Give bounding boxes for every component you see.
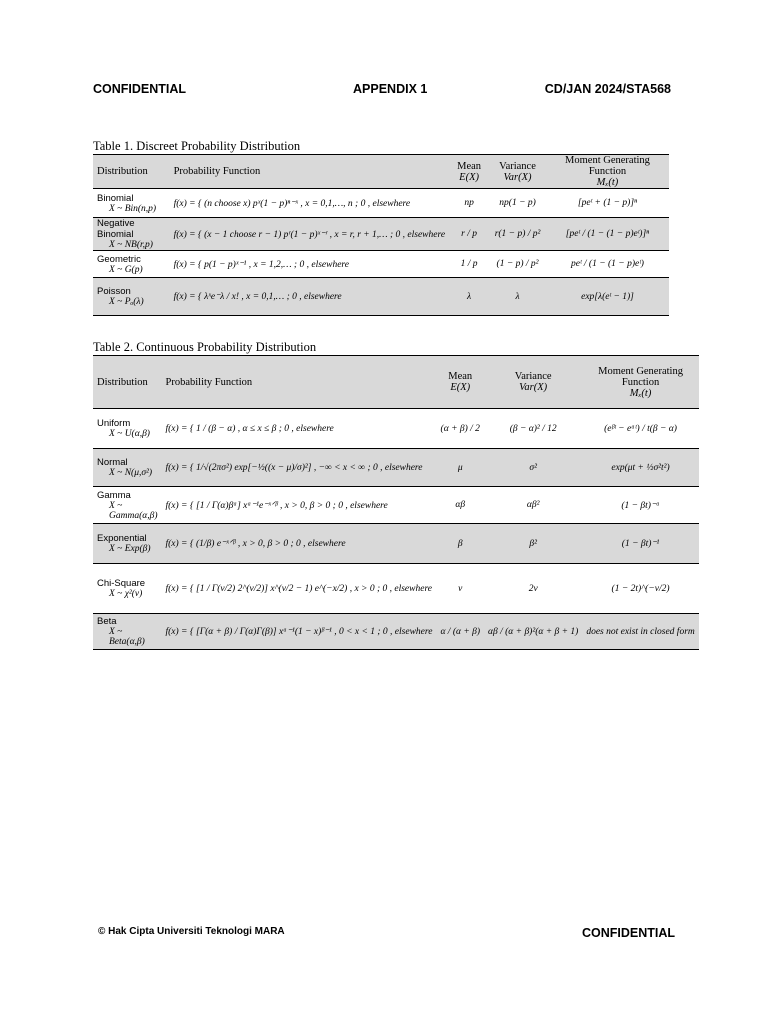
probability-function: f(x) = { 1/√(2πσ²) exp[−½((x − μ)/σ)²] , −∞ < x < ∞ ; 0 , elsewhere xyxy=(165,462,423,473)
mgf-value: (1 − 2t)^(−v/2) xyxy=(611,583,670,594)
distribution-cell xyxy=(93,218,170,251)
col-distribution: Distribution xyxy=(93,356,162,409)
distribution-row xyxy=(93,564,699,614)
mean-value: β xyxy=(457,538,463,549)
table1-header-row xyxy=(93,155,669,189)
col-mgf xyxy=(546,155,669,189)
distribution-name: Poisson xyxy=(97,286,131,297)
distribution-symbol: X ~ Bin(n,p) xyxy=(109,203,157,214)
col-mean-label: Mean xyxy=(457,160,482,172)
distribution-cell xyxy=(93,278,170,316)
mean-value: λ xyxy=(467,291,472,302)
col-variance-symbol: Var(X) xyxy=(519,382,548,393)
table2-caption: Table 2. Continuous Probability Distribution xyxy=(93,340,317,354)
probability-function: f(x) = { [1 / Γ(v/2) 2^(v/2)] x^(v/2 − 1) e^(−x/2) , x > 0 ; 0 , elsewhere xyxy=(165,583,433,594)
mgf-value: exp(μt + ½σ²t²) xyxy=(611,462,670,473)
footer-confidential: CONFIDENTIAL xyxy=(581,926,675,940)
distribution-name: Uniform xyxy=(97,418,131,429)
distribution-row xyxy=(93,614,699,650)
col-variance-symbol: Var(X) xyxy=(503,171,532,183)
col-mean xyxy=(449,155,489,189)
mean-value: μ xyxy=(457,462,463,473)
distribution-cell xyxy=(93,409,162,449)
probability-function: f(x) = { p(1 − p)ˣ⁻¹ , x = 1,2,… ; 0 , elsewhere xyxy=(173,259,349,270)
mgf-value: does not exist in closed form xyxy=(586,626,695,637)
distribution-name: Chi-Square xyxy=(97,578,146,589)
distribution-symbol: X ~ NB(r,p) xyxy=(109,240,153,250)
variance-value: (1 − p) / p² xyxy=(496,259,539,269)
variance-value: r(1 − p) / p² xyxy=(494,229,541,239)
distribution-symbol: X ~ N(μ,σ²) xyxy=(109,468,153,478)
col-mean-label: Mean xyxy=(448,371,473,382)
distribution-name: Negative Binomial xyxy=(97,218,135,240)
distribution-symbol: X ~ Pₒ(λ) xyxy=(109,297,144,307)
variance-value: β² xyxy=(529,538,537,549)
footer-copyright: © Hak Cipta Universiti Teknologi MARA xyxy=(98,926,285,937)
probability-function: f(x) = { (1/β) e⁻ˣᐟᵝ , x > 0, β > 0 ; 0 , elsewhere xyxy=(165,539,346,549)
table2-header-row xyxy=(93,356,699,409)
col-mean-symbol: E(X) xyxy=(459,171,479,183)
col-mgf xyxy=(582,356,698,409)
col-mgf-label: Moment Generating Function xyxy=(598,365,683,388)
distribution-name: Beta xyxy=(97,616,117,627)
probability-function: f(x) = { 1 / (β − α) , α ≤ x ≤ β ; 0 , elsewhere xyxy=(165,423,334,434)
distribution-row xyxy=(93,524,699,564)
distribution-symbol: X ~ U(α,β) xyxy=(109,429,150,439)
probability-function: f(x) = { λˣe⁻λ / x! , x = 0,1,… ; 0 , elsewhere xyxy=(173,292,342,302)
mean-value: α / (α + β) xyxy=(440,626,481,637)
header-course-code: CD/JAN 2024/STA568 xyxy=(544,82,671,96)
distribution-cell xyxy=(93,189,170,218)
probability-function: f(x) = { [1 / Γ(α)βᵅ] xᵅ⁻¹e⁻ˣᐟᵝ , x > 0, β > 0 ; 0 , elsewhere xyxy=(165,500,388,511)
mean-value: αβ xyxy=(455,500,466,510)
distribution-cell xyxy=(93,487,162,524)
distribution-symbol: X ~ G(p) xyxy=(109,264,143,275)
col-variance xyxy=(489,155,546,189)
col-variance xyxy=(484,356,582,409)
distribution-symbol: X ~ χ²(v) xyxy=(109,589,143,599)
variance-value: 2v xyxy=(528,583,538,594)
col-distribution: Distribution xyxy=(93,155,170,189)
header-confidential: CONFIDENTIAL xyxy=(93,82,187,96)
distribution-row xyxy=(93,189,669,218)
probability-function: f(x) = { [Γ(α + β) / Γ(α)Γ(β)] xᵅ⁻¹(1 − x)ᵝ⁻¹ , 0 < x < 1 ; 0 , elsewhere xyxy=(165,627,433,637)
distribution-row xyxy=(93,251,669,278)
header-appendix: APPENDIX 1 xyxy=(353,82,428,96)
mgf-value: [peᵗ / (1 − (1 − p)eᵗ)]ⁿ xyxy=(565,229,650,239)
distribution-cell xyxy=(93,449,162,487)
variance-value: σ² xyxy=(529,462,537,473)
distribution-row xyxy=(93,409,699,449)
distribution-symbol: X ~ Exp(β) xyxy=(109,544,151,554)
col-probability-function: Probability Function xyxy=(162,356,437,409)
probability-function: f(x) = { (x − 1 choose r − 1) pʳ(1 − p)ˣ⁻ʳ , x = r, r + 1,… ; 0 , elsewhere xyxy=(173,229,446,240)
distribution-name: Binomial xyxy=(97,192,134,204)
mean-value: np xyxy=(464,198,474,208)
distribution-row xyxy=(93,487,699,524)
distribution-name: Exponential xyxy=(97,533,147,544)
mean-value: (α + β) / 2 xyxy=(440,423,480,434)
mean-value: r / p xyxy=(461,229,477,239)
distribution-cell xyxy=(93,251,170,278)
distribution-name: Normal xyxy=(97,457,128,468)
distribution-row xyxy=(93,449,699,487)
mgf-value: [peᵗ + (1 − p)]ⁿ xyxy=(577,198,638,208)
continuous-distribution-table xyxy=(93,355,699,650)
distribution-cell xyxy=(93,614,162,650)
mgf-value: exp[λ(eᵗ − 1)] xyxy=(581,291,634,302)
mgf-value: peᵗ / (1 − (1 − p)eᵗ) xyxy=(570,259,644,269)
col-mean-symbol: E(X) xyxy=(450,382,471,393)
variance-value: np(1 − p) xyxy=(499,198,536,208)
col-mgf-symbol: Mₓ(t) xyxy=(596,177,619,188)
variance-value: αβ / (α + β)²(α + β + 1) xyxy=(488,626,579,637)
col-mean xyxy=(436,356,484,409)
mean-value: v xyxy=(458,583,463,594)
col-mgf-label: Moment Generating Function xyxy=(565,155,650,177)
distribution-cell xyxy=(93,524,162,564)
distribution-name: Geometric xyxy=(97,253,141,265)
distribution-symbol: X ~ Beta(α,β) xyxy=(109,627,145,647)
distribution-row xyxy=(93,278,669,316)
table1-caption: Table 1. Discreet Probability Distribution xyxy=(93,139,301,153)
variance-value: λ xyxy=(515,291,520,302)
mean-value: 1 / p xyxy=(460,259,478,269)
variance-value: αβ² xyxy=(526,500,540,510)
discrete-distribution-table xyxy=(93,154,669,316)
col-probability-function: Probability Function xyxy=(170,155,450,189)
probability-function: f(x) = { (n choose x) pˣ(1 − p)ⁿ⁻ˣ , x = 0,1,…, n ; 0 , elsewhere xyxy=(173,198,411,209)
col-variance-label: Variance xyxy=(499,160,536,172)
distribution-cell xyxy=(93,564,162,614)
distribution-row xyxy=(93,218,669,251)
variance-value: (β − α)² / 12 xyxy=(509,423,557,434)
mgf-value: (1 − βt)⁻ᵅ xyxy=(621,500,660,511)
mgf-value: (1 − βt)⁻¹ xyxy=(621,539,660,549)
col-mgf-symbol: Mₓ(t) xyxy=(629,387,652,399)
col-variance-label: Variance xyxy=(514,371,552,382)
distribution-name: Gamma xyxy=(97,489,131,501)
distribution-symbol: X ~ Gamma(α,β) xyxy=(109,500,158,521)
mgf-value: (eᵝᵗ − eᵅᵗ) / t(β − α) xyxy=(604,423,677,434)
